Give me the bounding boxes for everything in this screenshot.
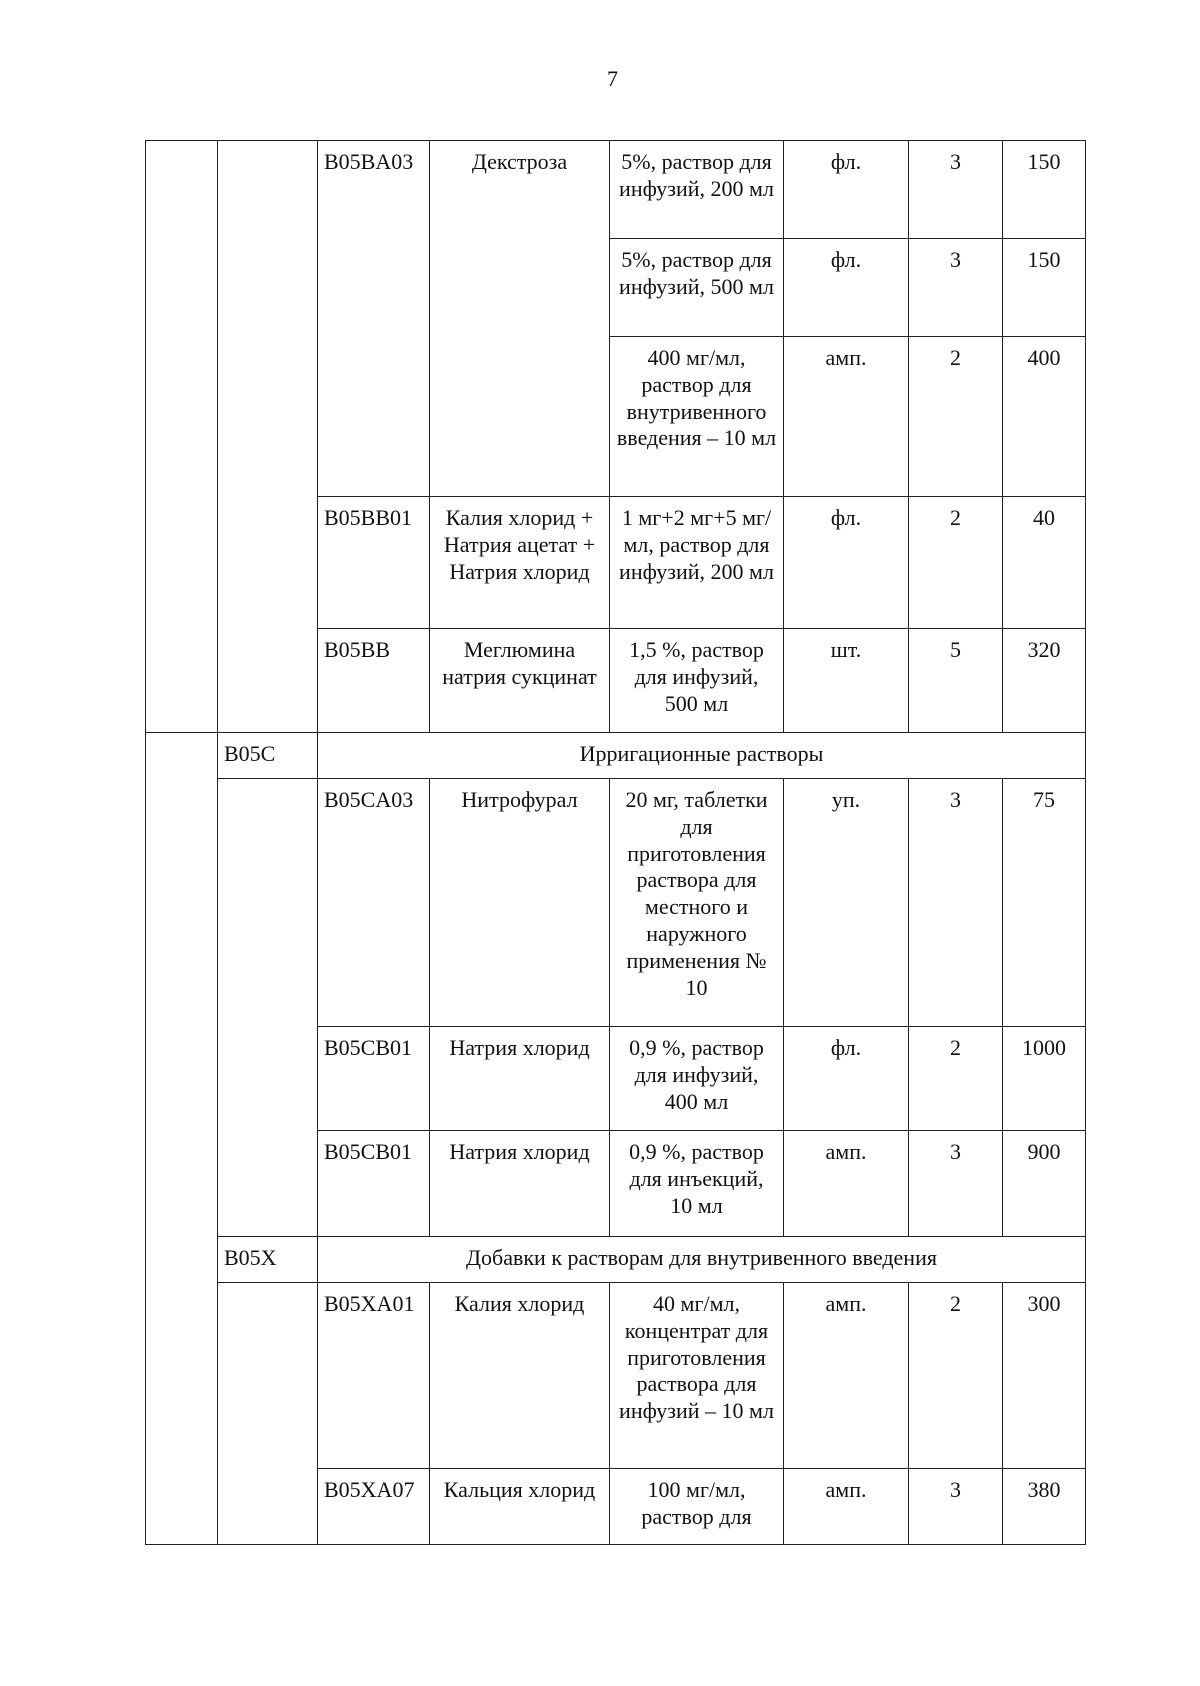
empty-cell: [218, 141, 318, 733]
dosage-form: 400 мг/мл, раствор для внутривенного введения – 10 мл: [610, 337, 784, 497]
unit: амп.: [784, 1469, 909, 1545]
unit: фл.: [784, 1027, 909, 1131]
empty-cell: [146, 733, 218, 1545]
atc-code: B05BB: [318, 629, 430, 733]
amount: 400: [1003, 337, 1086, 497]
unit: уп.: [784, 779, 909, 1027]
amount: 40: [1003, 497, 1086, 629]
dosage-form: 20 мг, таблетки для приготовления раствора для местного и наружного применения № 10: [610, 779, 784, 1027]
drug-name: Натрия хлорид: [430, 1027, 610, 1131]
amount: 300: [1003, 1283, 1086, 1469]
quantity: 2: [909, 497, 1003, 629]
quantity: 3: [909, 1131, 1003, 1237]
table-row: [146, 779, 1086, 1027]
group-title: Ирригационные растворы: [318, 733, 1086, 779]
quantity: 3: [909, 239, 1003, 337]
drug-name: Нитрофурал: [430, 779, 610, 1027]
group-title: Добавки к растворам для внутривенного введения: [318, 1237, 1086, 1283]
amount: 150: [1003, 239, 1086, 337]
drug-name: Меглюмина натрия сукцинат: [430, 629, 610, 733]
amount: 320: [1003, 629, 1086, 733]
page-number: 7: [607, 66, 618, 91]
dosage-form: 5%, раствор для инфузий, 500 мл: [610, 239, 784, 337]
dosage-form: 1 мг+2 мг+5 мг/мл, раствор для инфузий, 200 мл: [610, 497, 784, 629]
unit: амп.: [784, 1283, 909, 1469]
atc-code: B05CA03: [318, 779, 430, 1027]
atc-code: B05BB01: [318, 497, 430, 629]
drug-name: Кальция хлорид: [430, 1469, 610, 1545]
drug-name: Декстроза: [430, 141, 610, 497]
amount: 75: [1003, 779, 1086, 1027]
drug-name: Калия хлорид: [430, 1283, 610, 1469]
quantity: 2: [909, 1027, 1003, 1131]
group-code: B05X: [218, 1237, 318, 1283]
group-header-row: [146, 733, 1086, 779]
unit: шт.: [784, 629, 909, 733]
drug-name: Калия хлорид + Натрия ацетат + Натрия хлорид: [430, 497, 610, 629]
unit: амп.: [784, 1131, 909, 1237]
dosage-form: 0,9 %, раствор для инфузий, 400 мл: [610, 1027, 784, 1131]
quantity: 5: [909, 629, 1003, 733]
amount: 900: [1003, 1131, 1086, 1237]
unit: фл.: [784, 239, 909, 337]
medicines-table: [145, 140, 1086, 1545]
dosage-form: 0,9 %, раствор для инъекций, 10 мл: [610, 1131, 784, 1237]
dosage-form: 40 мг/мл, концентрат для приготовления раствора для инфузий – 10 мл: [610, 1283, 784, 1469]
empty-cell: [218, 779, 318, 1237]
amount: 150: [1003, 141, 1086, 239]
quantity: 3: [909, 779, 1003, 1027]
table-row: [146, 1283, 1086, 1469]
unit: амп.: [784, 337, 909, 497]
table-row: [146, 141, 1086, 239]
amount: 1000: [1003, 1027, 1086, 1131]
atc-code: B05BA03: [318, 141, 430, 497]
dosage-form: 1,5 %, раствор для инфузий, 500 мл: [610, 629, 784, 733]
amount: 380: [1003, 1469, 1086, 1545]
atc-code: B05XA01: [318, 1283, 430, 1469]
empty-cell: [146, 141, 218, 733]
atc-code: B05CB01: [318, 1027, 430, 1131]
quantity: 2: [909, 1283, 1003, 1469]
quantity: 3: [909, 141, 1003, 239]
unit: фл.: [784, 141, 909, 239]
dosage-form: 100 мг/мл, раствор для: [610, 1469, 784, 1545]
group-code: B05C: [218, 733, 318, 779]
dosage-form: 5%, раствор для инфузий, 200 мл: [610, 141, 784, 239]
atc-code: B05CB01: [318, 1131, 430, 1237]
quantity: 2: [909, 337, 1003, 497]
drug-name: Натрия хлорид: [430, 1131, 610, 1237]
group-header-row: [146, 1237, 1086, 1283]
quantity: 3: [909, 1469, 1003, 1545]
unit: фл.: [784, 497, 909, 629]
empty-cell: [218, 1283, 318, 1545]
atc-code: B05XA07: [318, 1469, 430, 1545]
